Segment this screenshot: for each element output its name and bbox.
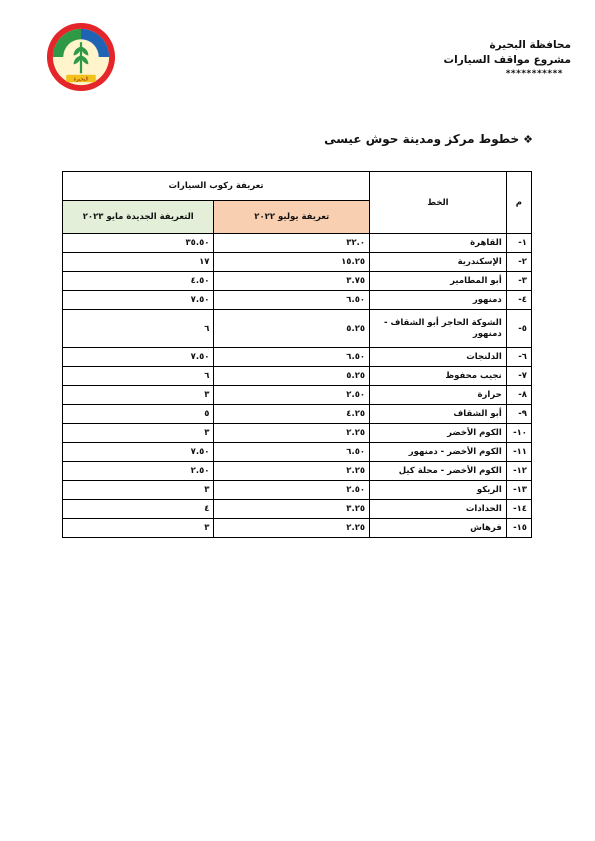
row-line-name: فرهاش (370, 519, 507, 538)
row-old-fare: ٣٢.٠ (214, 234, 370, 253)
row-new-fare: ٤ (63, 500, 214, 519)
row-old-fare: ٤.٢٥ (214, 405, 370, 424)
table-row (63, 367, 532, 386)
row-old-fare: ٣.٧٥ (214, 272, 370, 291)
document-header (371, 38, 571, 80)
governorate-name: محافظة البحيرة (489, 39, 571, 51)
row-number: ٣- (506, 272, 531, 291)
row-new-fare: ٧.٥٠ (63, 443, 214, 462)
row-new-fare: ٣ (63, 424, 214, 443)
governorate-logo (44, 20, 118, 94)
column-header-number: م (506, 172, 531, 234)
row-line-name: دمنهور (370, 291, 507, 310)
row-new-fare: ٧.٥٠ (63, 348, 214, 367)
row-new-fare: ٧.٥٠ (63, 291, 214, 310)
table-row (63, 386, 532, 405)
table-row (63, 443, 532, 462)
table-row (63, 519, 532, 538)
row-old-fare: ٢.٢٥ (214, 462, 370, 481)
table-row (63, 424, 532, 443)
logo-caption: البحيرة (73, 76, 89, 83)
row-number: ١٤- (506, 500, 531, 519)
row-old-fare: ٦.٥٠ (214, 443, 370, 462)
project-name: مشروع مواقف السيارات (443, 54, 571, 66)
row-new-fare: ٣٥.٥٠ (63, 234, 214, 253)
column-header-line: الخط (370, 172, 507, 234)
table-row (63, 348, 532, 367)
section-title (324, 132, 533, 146)
fare-table-body (63, 234, 532, 538)
row-new-fare: ٣ (63, 386, 214, 405)
row-number: ١١- (506, 443, 531, 462)
row-old-fare: ٥.٢٥ (214, 367, 370, 386)
column-header-old-fare: تعريفة يوليو ٢٠٢٢ (214, 201, 370, 234)
row-line-name: الشوكة الحاجر أبو الشقاف - دمنهور (370, 310, 507, 348)
row-old-fare: ١٥.٢٥ (214, 253, 370, 272)
row-number: ١٠- (506, 424, 531, 443)
section-title-text: خطوط مركز ومدينة حوش عيسى (324, 132, 520, 146)
row-line-name: نجيب محفوظ (370, 367, 507, 386)
table-row (63, 405, 532, 424)
row-line-name: الحدادات (370, 500, 507, 519)
row-old-fare: ٢.٢٥ (214, 519, 370, 538)
row-line-name: الدلنجات (370, 348, 507, 367)
row-old-fare: ٢.٢٥ (214, 424, 370, 443)
column-header-new-fare: التعريفة الجديدة مايو ٢٠٢٣ (63, 201, 214, 234)
row-old-fare: ٥.٢٥ (214, 310, 370, 348)
row-new-fare: ٤.٥٠ (63, 272, 214, 291)
row-old-fare: ٢.٥٠ (214, 386, 370, 405)
row-line-name: الكوم الأخضر - دمنهور (370, 443, 507, 462)
row-number: ٤- (506, 291, 531, 310)
row-number: ٢- (506, 253, 531, 272)
row-new-fare: ٢.٥٠ (63, 462, 214, 481)
row-old-fare: ٦.٥٠ (214, 291, 370, 310)
header-separator: *********** (505, 69, 563, 79)
row-old-fare: ٣.٢٥ (214, 500, 370, 519)
row-new-fare: ٦ (63, 310, 214, 348)
column-header-fare-group: تعريفة ركوب السيارات (63, 172, 370, 201)
row-line-name: القاهرة (370, 234, 507, 253)
row-number: ٦- (506, 348, 531, 367)
row-new-fare: ٥ (63, 405, 214, 424)
row-number: ١٣- (506, 481, 531, 500)
table-row (63, 234, 532, 253)
table-row (63, 253, 532, 272)
row-new-fare: ٣ (63, 481, 214, 500)
row-number: ١٢- (506, 462, 531, 481)
row-old-fare: ٢.٥٠ (214, 481, 370, 500)
row-number: ١٥- (506, 519, 531, 538)
row-line-name: الكوم الأخضر (370, 424, 507, 443)
fare-table (62, 171, 532, 538)
table-row (63, 500, 532, 519)
row-number: ٨- (506, 386, 531, 405)
row-new-fare: ٣ (63, 519, 214, 538)
table-row (63, 481, 532, 500)
table-row (63, 462, 532, 481)
row-line-name: حرارة (370, 386, 507, 405)
table-row (63, 310, 532, 348)
row-new-fare: ٦ (63, 367, 214, 386)
table-row (63, 272, 532, 291)
row-number: ١- (506, 234, 531, 253)
row-number: ٧- (506, 367, 531, 386)
table-row (63, 291, 532, 310)
row-number: ٥- (506, 310, 531, 348)
row-new-fare: ١٧ (63, 253, 214, 272)
row-line-name: الريكو (370, 481, 507, 500)
diamond-bullet-icon: ❖ (523, 132, 533, 146)
row-line-name: أبو الشقاف (370, 405, 507, 424)
row-line-name: الإسكندرية (370, 253, 507, 272)
row-line-name: الكوم الأخضر - محلة كيل (370, 462, 507, 481)
row-old-fare: ٦.٥٠ (214, 348, 370, 367)
row-line-name: أبو المطامير (370, 272, 507, 291)
row-number: ٩- (506, 405, 531, 424)
